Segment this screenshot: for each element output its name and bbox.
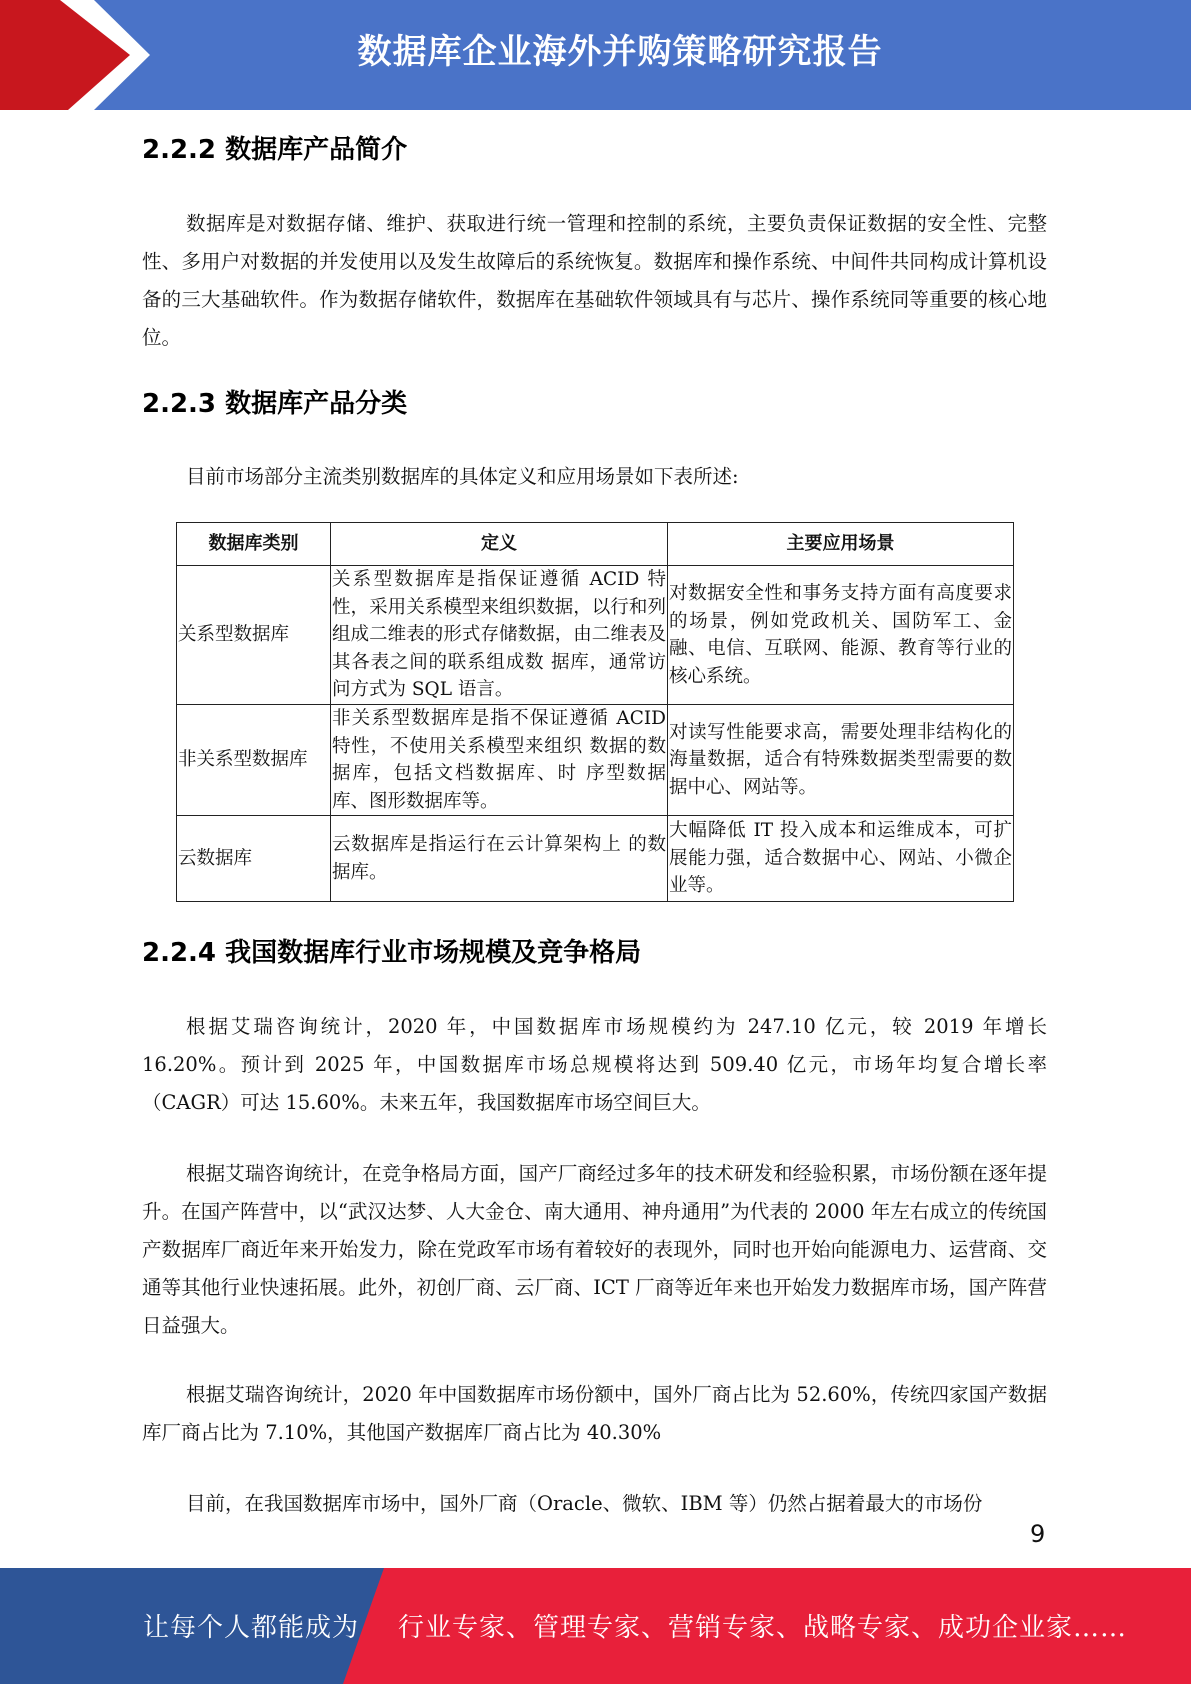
table-cell-definition: 云数据库是指运行在云计算架构上 的数据库。 — [331, 816, 668, 902]
page-footer — [0, 1568, 1191, 1684]
paragraph-market-size: 根据艾瑞咨询统计，2020 年，中国数据库市场规模约为 247.10 亿元，较 2019 年增长 16.20%。预计到 2025 年，中国数据库市场总规模将达到 509.40 亿元，市场年均复合增长率（CAGR）可达 15.60%。未来五年，我国数据库市场空间巨大。 — [142, 1015, 1047, 1114]
section-heading-2-2-2: 2.2.2 数据库产品简介 — [142, 135, 408, 165]
table-cell-scenario: 对数据安全性和事务支持方面有高度要求的场景，例如党政机关、国防军工、金融、电信、互联网、能源、教育等行业的核心系统。 — [668, 566, 1014, 705]
page-number: 9 — [1030, 1520, 1046, 1548]
report-title: 数据库企业海外并购策略研究报告 — [357, 32, 883, 72]
paragraph-table-intro: 目前市场部分主流类别数据库的具体定义和应用场景如下表所述: — [186, 465, 739, 488]
table-header-row — [177, 523, 1014, 566]
table-cell-definition: 非关系型数据库是指不保证遵循 ACID 特性，不使用关系模型来组织 数据的数据库，包括文档数据库、时 序型数据库、图形数据库等。 — [331, 705, 668, 816]
table-row — [177, 705, 1014, 816]
paragraph-database-intro: 数据库是对数据存储、维护、获取进行统一管理和控制的系统，主要负责保证数据的安全性、完整性、多用户对数据的并发使用以及发生故障后的系统恢复。数据库和操作系统、中间件共同构成计算机设备的三大基础软件。作为数据存储软件，数据库在基础软件领域具有与芯片、操作系统同等重要的核心地位。 — [142, 212, 1047, 349]
paragraph-market-share: 根据艾瑞咨询统计，2020 年中国数据库市场份额中，国外厂商占比为 52.60%，传统四家国产数据库厂商占比为 7.10%，其他国产数据库厂商占比为 40.30% — [142, 1383, 1047, 1444]
table-header-category: 数据库类别 — [177, 523, 331, 566]
footer-slogan-left: 让每个人都能成为 — [143, 1613, 360, 1643]
footer-slogan-right: 行业专家、管理专家、营销专家、战略专家、成功企业家…… — [398, 1613, 1128, 1643]
table-cell-scenario: 对读写性能要求高，需要处理非结构化的海量数据，适合有特殊数据类型需要的数据中心、网站等。 — [668, 705, 1014, 816]
table-row — [177, 566, 1014, 705]
table-cell-category: 云数据库 — [177, 816, 331, 902]
page-header — [0, 0, 1191, 110]
paragraph-current-status: 目前，在我国数据库市场中，国外厂商（Oracle、微软、IBM 等）仍然占据着最大的市场份 — [186, 1492, 983, 1515]
table-cell-definition: 关系型数据库是指保证遵循 ACID 特性，采用关系模型来组织数据，以行和列组成二维表的形式存储数据，由二维表及其各表之间的联系组成数 据库，通常访问方式为 SQL 语言。 — [331, 566, 668, 705]
section-heading-2-2-4: 2.2.4 我国数据库行业市场规模及竞争格局 — [142, 938, 642, 968]
table-row — [177, 816, 1014, 902]
table-cell-category: 关系型数据库 — [177, 566, 331, 705]
table-cell-category: 非关系型数据库 — [177, 705, 331, 816]
database-category-table — [176, 522, 1014, 902]
paragraph-competition: 根据艾瑞咨询统计，在竞争格局方面，国产厂商经过多年的技术研发和经验积累，市场份额在逐年提升。在国产阵营中，以“武汉达梦、人大金仓、南大通用、神舟通用”为代表的 2000 年左右成立的传统国产数据库厂商近年来开始发力，除在党政军市场有着较好的表现外，同时也开始向能源电力、运营商、交通等其他行业快速拓展。此外，初创厂商、云厂商、ICT 厂商等近年来也开始发力数据库市场，国产阵营日益强大。 — [142, 1162, 1047, 1337]
table-header-scenario: 主要应用场景 — [668, 523, 1014, 566]
section-heading-2-2-3: 2.2.3 数据库产品分类 — [142, 389, 408, 419]
table-cell-scenario: 大幅降低 IT 投入成本和运维成本，可扩展能力强，适合数据中心、网站、小微企业等。 — [668, 816, 1014, 902]
table-header-definition: 定义 — [331, 523, 668, 566]
